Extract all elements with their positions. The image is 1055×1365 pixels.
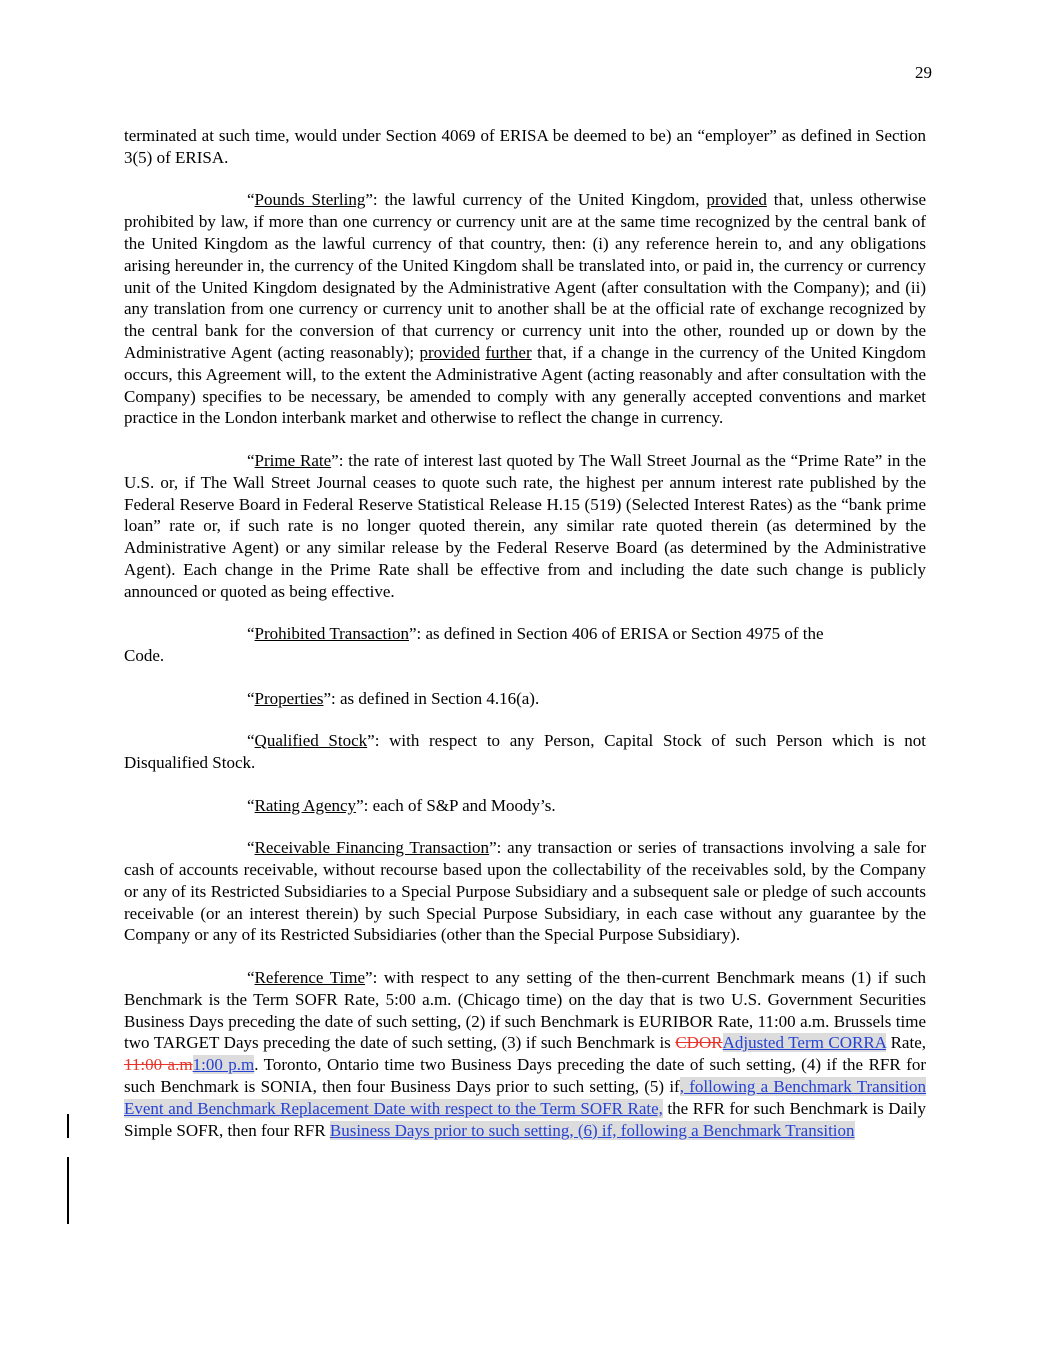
- deleted-text: 11:00 a.m: [124, 1055, 193, 1075]
- definition-text: Rate,: [886, 1033, 926, 1053]
- definition-prohibited-transaction: “Prohibited Transaction”: as defined in Section 406 of ERISA or Section 4975 of the Code.: [124, 624, 824, 666]
- definition-text: that, unless otherwise prohibited by law, if more than one currency or currency unit are at the same time recognized by the central bank of the United Kingdom as the lawful currency of that country, then: (i) any reference herein to, and any obligations arising hereunder in, the currency of the United Kingdom shall be translated into, or paid in, the currency or currency unit of the United Kingdom designated by the Administrative Agent (after consultation with the Company); and (ii) any translation from one currency or currency unit to another shall be at the official rate of exchange recognized by the central bank for the conversion of that currency or currency unit into the other, rounded up or down by the Administrative Agent (acting reasonably);: [124, 190, 926, 362]
- document-body: [124, 125, 926, 1162]
- defined-term: Prime Rate: [254, 450, 332, 470]
- inserted-text: 1:00 p.m: [192, 1055, 255, 1075]
- change-bar: [67, 1157, 69, 1224]
- definition-text: ”: as defined in Section 4.16(a).: [323, 688, 540, 708]
- definition-text: ”: with respect to any setting of the then-current Benchmark means (1) if such Benchmark is the Term SOFR Rate, 5:00 a.m. (Chicago time) on the day that is two U.S. Government Securities Business Days preceding the date of such setting, (2) if such Benchmark is EURIBOR Rate, 11:00 a.m. Brussels time two TARGET Days preceding the date of such setting, (3) if such Benchmark is: [124, 968, 926, 1053]
- definition-reference-time: “Reference Time”: with respect to any setting of the then-current Benchmark means (1) if such Benchmark is the Term SOFR Rate, 5:00 a.m. (Chicago time) on the day that is two U.S. Government Securities Business Days preceding the date of such setting, (2) if such Benchmark is EURIBOR Rate, 11:00 a.m. Brussels time two TARGET Days preceding the date of such setting, (3) if such Benchmark is CDORAdjusted Term CORRA Rate, 11:00 a.m1:00 p.m. Toronto, Ontario time two Business Days preceding the date of such setting, (4) if the RFR for such Benchmark is SONIA, then four Business Days prior to such setting, (5) if, following a Benchmark Transition Event and Benchmark Replacement Date with respect to the Term SOFR Rate, the RFR for such Benchmark is Daily Simple SOFR, then four RFR Business Days prior to such setting, (6) if, following a Benchmark Transition: [124, 968, 926, 1140]
- definition-text: ”: as defined in Section 406 of ERISA or Section 4975 of the: [408, 624, 824, 644]
- provided-term: provided: [706, 190, 767, 210]
- definition-text: ”: the rate of interest last quoted by The Wall Street Journal as the “Prime Rate” in the U.S. or, if The Wall Street Journal ceases to quote such rate, the highest per annum interest rate published by the Federal Reserve Board in Federal Reserve Statistical Release H.15 (519) (Selected Interest Rates) as the “bank prime loan” rate or, if such rate is no longer quoted therein, any similar rate quoted therein (as determined by the Administrative Agent) or any similar release by the Federal Reserve Board (as determined by the Administrative Agent). Each change in the Prime Rate shall be effective from and including the date such change is publicly announced or quoted as being effective.: [124, 450, 926, 601]
- definition-pounds-sterling: “Pounds Sterling”: the lawful currency of the United Kingdom, provided that, unless otherwise prohibited by law, if more than one currency or currency unit are at the same time recognized by the central bank of the United Kingdom as the lawful currency of that country, then: (i) any reference herein to, and any obligations arising hereunder in, the currency of the United Kingdom shall be translated into, or paid in, the currency or currency unit of the United Kingdom designated by the Administrative Agent (after consultation with the Company); and (ii) any translation from one currency or currency unit to another shall be at the official rate of exchange recognized by the central bank for the conversion of that currency or currency unit into the other, rounded up or down by the Administrative Agent (acting reasonably); provided further that, if a change in the currency of the United Kingdom occurs, this Agreement will, to the extent the Administrative Agent (acting reasonably and after consultation with the Company) specifies to be necessary, be amended to comply with any generally accepted conventions and market practice in the London interbank market and otherwise to reflect the change in currency.: [124, 190, 927, 428]
- definition-text: ”: each of S&P and Moody’s.: [356, 795, 556, 815]
- deleted-text: CDOR: [675, 1033, 723, 1053]
- definition-qualified-stock: “Qualified Stock”: with respect to any Person, Capital Stock of such Person which is not Disqualified Stock.: [124, 731, 927, 773]
- definition-text: that, if a change in the currency of the United Kingdom occurs, this Agreement will, to the extent the Administrative Agent (acting reasonably and after consultation with the Company) specifies to be necessary, be amended to comply with any generally accepted conventions and market practice in the London interbank market and otherwise to reflect the change in currency.: [124, 342, 927, 428]
- definition-rating-agency: “Rating Agency”: each of S&P and Moody’s.: [247, 795, 556, 815]
- paragraph-erisa-continuation: [124, 125, 926, 169]
- definition-text: the RFR for such Benchmark is Daily Simple SOFR, then four RFR: [124, 1098, 926, 1140]
- paragraph-text: terminated at such time, would under Section 4069 of ERISA be deemed to be) an “employer” as defined in Section 3(5) of ERISA.: [124, 126, 926, 167]
- defined-term: Reference Time: [254, 968, 366, 988]
- defined-term: Receivable Financing Transaction: [254, 838, 490, 858]
- definition-text: ”: with respect to any Person, Capital Stock of such Person which is not Disqualified Stock.: [124, 731, 927, 773]
- inserted-text: Adjusted Term CORRA: [722, 1033, 887, 1053]
- defined-term: Qualified Stock: [254, 731, 368, 751]
- definition-text: Code.: [124, 646, 165, 666]
- inserted-text: , following a Benchmark Transition Event and Benchmark Replacement Date with respect to the Term SOFR Rate,: [124, 1077, 926, 1118]
- defined-term: Pounds Sterling: [254, 190, 366, 210]
- provided-term: provided: [419, 342, 480, 362]
- definition-receivable-financing-transaction: “Receivable Financing Transaction”: any transaction or series of transactions involving a sale for cash of accounts receivable, without recourse based upon the collectability of the receivables sold, by the Company or any of its Restricted Subsidiaries to a Special Purpose Subsidiary and a subsequent sale or pledge of such accounts receivable (or an interest therein) by such Special Purpose Subsidiary, in each case without any guarantee by the Company or any of its Restricted Subsidiaries (other than the Special Purpose Subsidiary).: [124, 838, 926, 945]
- page-number: 29: [915, 63, 932, 82]
- defined-term: Rating Agency: [254, 795, 357, 815]
- definition-text: . Toronto, Ontario time two Business Days preceding the date of such setting, (4) if the RFR for such Benchmark is SONIA, then four Business Days prior to such setting, (5) if: [124, 1055, 926, 1097]
- definition-text: ”: the lawful currency of the United Kingdom,: [365, 190, 707, 210]
- defined-term: Properties: [254, 688, 324, 708]
- definition-properties: “Properties”: as defined in Section 4.16(a).: [247, 688, 540, 708]
- definition-text: ”: any transaction or series of transactions involving a sale for cash of accounts receivable, without recourse based upon the collectability of the receivables sold, by the Company or any of its Restricted Subsidiaries to a Special Purpose Subsidiary and a subsequent sale or pledge of such accounts receivable (or an interest therein) by such Special Purpose Subsidiary, in each case without any guarantee by the Company or any of its Restricted Subsidiaries (other than the Special Purpose Subsidiary).: [124, 838, 926, 945]
- further-term: further: [485, 342, 532, 362]
- definition-prime-rate: “Prime Rate”: the rate of interest last quoted by The Wall Street Journal as the “Prime Rate” in the U.S. or, if The Wall Street Journal ceases to quote such rate, the highest per annum interest rate published by the Federal Reserve Board in Federal Reserve Statistical Release H.15 (519) (Selected Interest Rates) as the “bank prime loan” rate or, if such rate is no longer quoted therein, any similar rate quoted therein (as determined by the Administrative Agent) or any similar release by the Federal Reserve Board (as determined by the Administrative Agent). Each change in the Prime Rate shall be effective from and including the date such change is publicly announced or quoted as being effective.: [124, 450, 926, 601]
- defined-term: Prohibited Transaction: [254, 624, 409, 644]
- inserted-text: Business Days prior to such setting, (6) if, following a Benchmark Transition: [329, 1120, 855, 1140]
- change-bar: [67, 1114, 69, 1138]
